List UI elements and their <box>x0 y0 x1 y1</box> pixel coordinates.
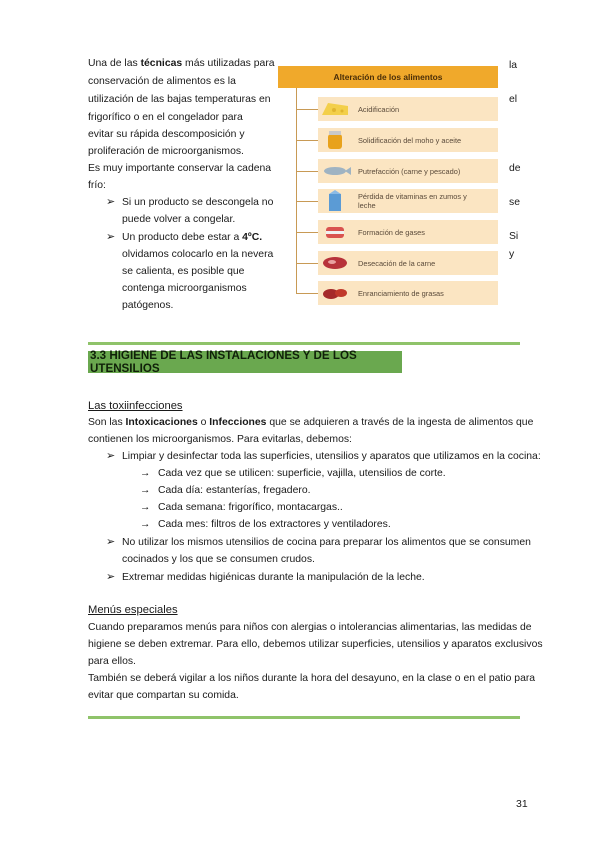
keyword-4c: 4ºC. <box>242 232 263 243</box>
paragraph-2-line-1: Cuando preparamos menús para niños con alergias o intolerancias alimentarias, las medidas de <box>88 622 532 633</box>
figure-connector <box>296 109 318 110</box>
right-fragment: se <box>509 197 520 208</box>
intro-line-6: proliferación de microorganismos. <box>88 146 244 157</box>
section-divider <box>88 716 520 719</box>
can-icon <box>318 220 352 244</box>
meat-icon <box>318 251 352 275</box>
intro-bullet-2-line-4: contenga microorganismos <box>122 283 247 294</box>
figure-row <box>318 128 498 152</box>
section-divider <box>88 342 520 345</box>
figure-row-label: Solidificación del moho y aceite <box>358 135 462 145</box>
keyword-tecnicas: técnicas <box>140 58 183 69</box>
figure-connector <box>296 263 318 264</box>
figure-row-label: Enranciamiento de grasas <box>358 288 444 298</box>
figure-connector <box>296 232 318 233</box>
bullet-arrow-icon: ➢ <box>106 536 116 548</box>
figure-row-label: Acidificación <box>358 104 400 114</box>
intro-line-1: Una de las técnicas más utilizadas para <box>88 58 275 69</box>
sub-item: Cada día: estanterías, fregadero. <box>158 485 311 496</box>
paragraph-2-line-3: para ellos. <box>88 656 136 667</box>
intro-line-5: evitar su rápida descomposición y <box>88 129 245 140</box>
paragraph-3-line-1: También se deberá vigilar a los niños durante la hora del desayuno, en la clase o en el patio para <box>88 673 536 684</box>
figure-row <box>318 281 498 305</box>
page-number: 31 <box>516 798 528 810</box>
paragraph-1-line-1: Son las Intoxicaciones o Infecciones que se adquieren a través de la ingesta de alimentos que <box>88 417 534 428</box>
bullet-arrow-icon: ➢ <box>106 450 116 462</box>
figure-connector <box>296 201 318 202</box>
sub-arrow-icon: → <box>140 468 151 479</box>
bullet-arrow-icon: ➢ <box>106 196 116 208</box>
intro-bullet-1-line-2: puede volver a congelar. <box>122 214 236 225</box>
bullet-2-line-2: cocinados y los que se consumen crudos. <box>122 554 315 565</box>
figure-row-label: Formación de gases <box>358 227 425 237</box>
figure-row <box>318 220 498 244</box>
intro-bullet-1-line-1: Si un producto se descongela no <box>122 197 274 208</box>
subheading-toxiinfecciones: Las toxiinfecciones <box>88 400 183 412</box>
intro-line-8: frío: <box>88 180 106 191</box>
intro-bullet-2-line-3: se calienta, es posible que <box>122 266 245 277</box>
section-heading: 3.3 HIGIENE DE LAS INSTALACIONES Y DE LOS UTENSILIOS <box>88 351 402 373</box>
intro-bullet-2-line-1: Un producto debe estar a 4ºC. <box>122 232 263 243</box>
bullet-arrow-icon: ➢ <box>106 571 116 583</box>
right-fragment: Si <box>509 231 519 242</box>
right-fragment: el <box>509 94 518 105</box>
bullet-arrow-icon: ➢ <box>106 231 116 243</box>
figure-row <box>318 97 498 121</box>
figure-connector <box>296 293 318 294</box>
intro-bullet-2-line-2: olvidamos colocarlo en la nevera <box>122 249 274 260</box>
bullet-1: Limpiar y desinfectar toda las superficies, utensilios y aparatos que utilizamos en la cocina: <box>122 451 541 462</box>
sub-item: Cada vez que se utilicen: superficie, vajilla, utensilios de corte. <box>158 468 446 479</box>
figure-connector <box>296 171 318 172</box>
figure-row <box>318 251 498 275</box>
intro-bullet-2-line-5: patógenos. <box>122 300 174 311</box>
paragraph-3-line-2: evitar que compartan su comida. <box>88 690 239 701</box>
sub-item: Cada semana: frigorífico, montacargas.. <box>158 502 343 513</box>
right-fragment: y <box>509 249 515 260</box>
intro-line-7: Es muy importante conservar la cadena <box>88 163 272 174</box>
sub-arrow-icon: → <box>140 502 151 513</box>
sub-item: Cada mes: filtros de los extractores y ventiladores. <box>158 519 391 530</box>
right-fragment: de <box>509 163 521 174</box>
sub-arrow-icon: → <box>140 485 151 496</box>
keyword-intoxicaciones: Intoxicaciones <box>125 417 198 428</box>
sausage-icon <box>318 281 352 305</box>
paragraph-2-line-2: higiene se deben extremar. Para ello, debemos utilizar superficies, utensilios y aparatos exclusivos <box>88 639 543 650</box>
figure-title: Alteración de los alimentos <box>278 66 498 88</box>
intro-line-2: conservación de alimentos es la <box>88 76 236 87</box>
figure-row-label: Desecación de la carne <box>358 258 436 268</box>
bullet-2-line-1: No utilizar los mismos utensilios de cocina para preparar los alimentos que se consumen <box>122 537 531 548</box>
figure-row-label: Pérdida de vitaminas en zumos y leche <box>358 192 467 210</box>
paragraph-1-line-2: contienen los microorganismos. Para evitarlas, debemos: <box>88 434 352 445</box>
figure-row <box>318 189 498 213</box>
intro-line-4: frigorífico o en el congelador para <box>88 112 243 123</box>
keyword-infecciones: Infecciones <box>209 417 267 428</box>
milk-carton-icon <box>318 189 352 213</box>
figure-row <box>318 159 498 183</box>
bullet-3: Extremar medidas higiénicas durante la manipulación de la leche. <box>122 572 425 583</box>
subheading-menus-especiales: Menús especiales <box>88 604 178 616</box>
figure-row-label: Putrefacción (carne y pescado) <box>358 166 461 176</box>
intro-line-3: utilización de las bajas temperaturas en <box>88 94 271 105</box>
honey-jar-icon <box>318 128 352 152</box>
right-fragment: la <box>509 60 518 71</box>
fish-icon <box>318 159 352 183</box>
sub-arrow-icon: → <box>140 519 151 530</box>
figure-connector <box>296 140 318 141</box>
cheese-icon <box>318 97 352 121</box>
